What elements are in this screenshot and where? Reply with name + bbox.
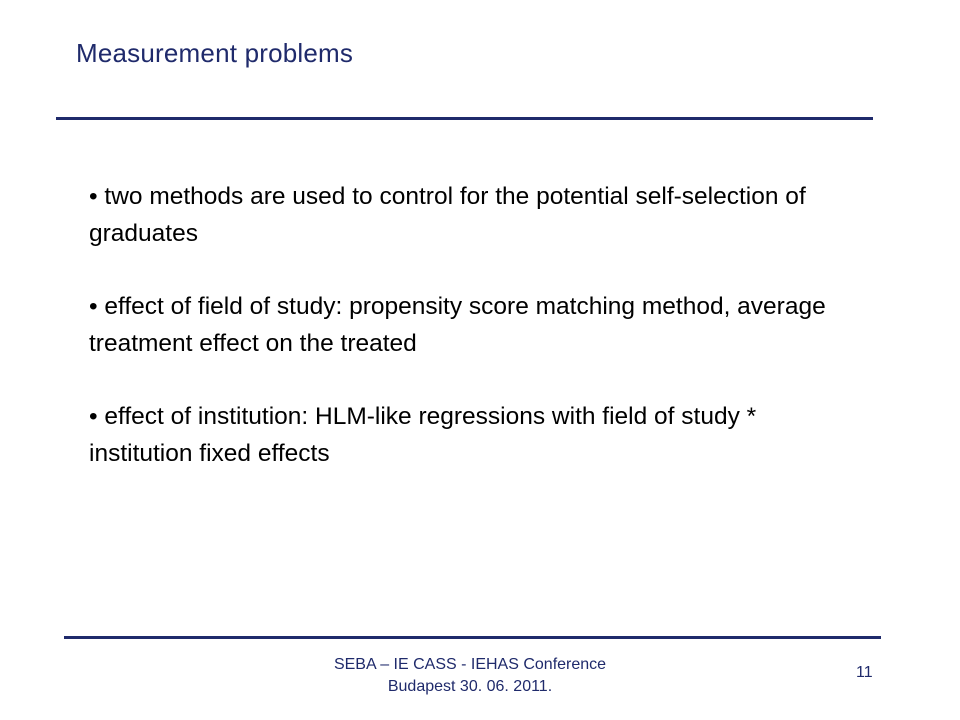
- page-number: 11: [856, 664, 873, 681]
- bullet-item: • effect of institution: HLM-like regressions with field of study * institution fixed effects: [89, 403, 757, 467]
- bullet-item: • two methods are used to control for the potential self-selection of graduates: [89, 183, 806, 247]
- footer-line-conference: SEBA – IE CASS - IEHAS Conference: [333, 656, 607, 673]
- footer: [270, 654, 670, 698]
- title-divider: [56, 117, 873, 120]
- bullet-item: • effect of field of study: propensity score matching method, average treatment effect on the treated: [89, 293, 826, 357]
- slide-title: Measurement problems: [76, 38, 354, 68]
- slide-body: [89, 178, 829, 472]
- footer-line-date: Budapest 30. 06. 2011.: [387, 678, 553, 695]
- footer-divider: [64, 636, 881, 639]
